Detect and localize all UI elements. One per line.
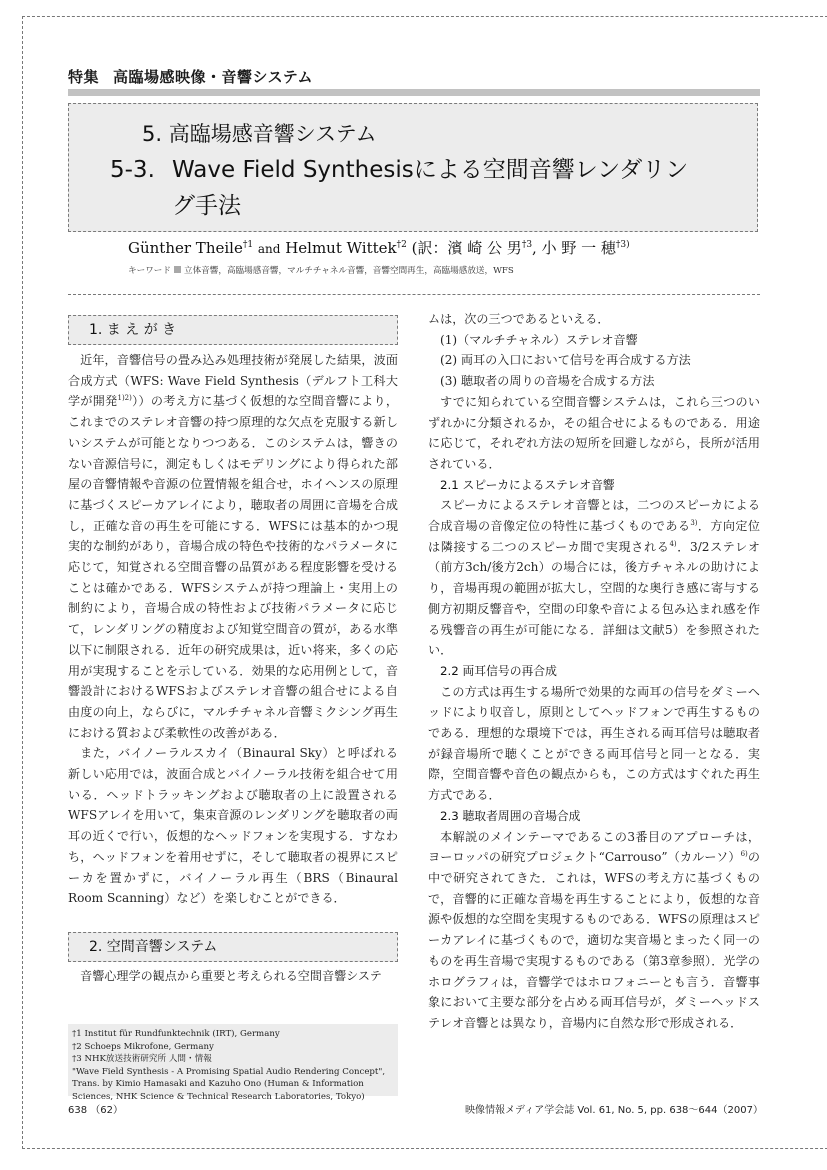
- series-header: [68, 66, 313, 87]
- keyword-square-icon: [174, 266, 181, 273]
- chapter-title: 5. 高臨場感音響システム: [142, 122, 377, 146]
- header-divider: [68, 294, 760, 295]
- translator-1: (訳：濱 崎 公 男: [411, 239, 522, 257]
- subsection-2-3-heading: 2.3 聴取者周囲の音場合成: [440, 808, 581, 823]
- series-title: 高臨場感映像・音響システム: [113, 68, 314, 86]
- left-paragraph-3: 音響心理学の観点から重要と考えられる空間音響システ: [80, 969, 382, 983]
- page-number: 638 （62）: [68, 1105, 123, 1116]
- title-line-1: Wave Field Synthesisによる空間音響レンダリン: [172, 157, 689, 183]
- right-paragraph-2: スピーカによるステレオ音響とは，二つのスピーカによる合成音場の音像定位の特性に基づくものである$^{3)}$．方向定位は隣接する二つのスピーカ間で実現される$^{4)}$．3/2ステレオ（前方3ch/後方2ch）の場合には，後方チャネルの助けにより，音場再現の範囲が拡大し，空間的な奥行き感に寄与する側方初期反響音や，空間の印象や音による包み込まれ感を作る残響音の再生が可能になる．詳細は文献5）を参照されたい．: [428, 498, 761, 658]
- left-paragraph-1: 近年，音響信号の畳み込み処理技術が発展した結果，波面合成方式（WFS: Wave Field Synthesis（デルフト工科大学が開発$^{1)2)}$））の考え方に基づく仮想的な空間音響により，これまでのステレオ音響の持つ原理的な欠点を克服する新しいシステムが可能となりつつある．このシステムは，響きのない音源信号に，測定もしくはモデリングにより得られた部屋の音響情報や音源の位置情報を組合せ，ホイヘンスの原理に基づくスピーカアレイにより，聴取者の周囲に音場を合成し，正確な音の再生を可能にする．WFSには基本的かつ現実的な制約があり，音場合成の特色や技術的なパラメータに応じて，知覚される空間音響の品質がある程度影響を受けることは確かである．WFSシステムが持つ理論上・実用上の制約により，音場合成の特性および技術パラメータに応じて，レンダリングの精度および知覚空間音の質が，ある水準以下に制限される．近年の研究成果は，近い将来，多くの応用が実現することを示している．効果的な応用例として，音響設計におけるWFSおよびステレオ音響の組合せによる自由度の向上，ならびに，マルチチャネル音響ミクシング再生における質および柔軟性の改善がある．: [68, 353, 398, 740]
- ref-3: 3): [690, 519, 698, 527]
- section-1-heading: 1. ま え が き: [68, 315, 398, 345]
- keywords-label: キーワード: [128, 266, 171, 276]
- footnote-4: "Wave Field Synthesis - A Promising Spatial Audio Rendering Concept", Trans. by Kimio Hamasaki and Kazuho Ono (Human & Information Sciences, NHK Science & Technical Research Laboratories, Tokyo): [72, 1066, 386, 1102]
- subsection-2-1-heading: 2.1 スピーカによるステレオ音響: [440, 477, 615, 492]
- ref-4: 4): [669, 539, 677, 548]
- author-1: Günther Theile: [128, 239, 243, 257]
- article-title: [110, 152, 760, 224]
- translator-2-mark: †3): [615, 240, 630, 250]
- author-2: Helmut Wittek: [285, 239, 397, 257]
- right-paragraph-3: この方式は再生する場所で効果的な両耳の信号をダミーヘッドにより収音し，原則としてヘッドフォンで再生するものである．理想的な環境下では，再生される両耳信号は聴取者が録音場所で聴くことができる両耳信号と同一となる．実際，空間音響や音色の観点からも，この方式はすぐれた再生方式である．: [428, 684, 760, 803]
- section-number: 5-3.: [110, 157, 155, 183]
- right-paragraph-0: ムは，次の三つであるといえる．: [428, 312, 610, 326]
- section-2-heading: 2. 空間音響システム: [68, 932, 398, 962]
- left-column-part-2: [68, 966, 398, 987]
- left-column-part-1: [68, 350, 398, 909]
- author-2-mark: †2: [396, 240, 407, 250]
- journal-citation: 映像情報メディア学会誌 Vol. 61, No. 5, pp. 638〜644（2007）: [465, 1105, 763, 1116]
- footnotes: [68, 1024, 398, 1102]
- author-line: [128, 237, 630, 258]
- footnote-1: †1 Institut für Rundfunktechnik (IRT), Germany: [72, 1029, 280, 1039]
- right-paragraph-4: 本解説のメインテーマであるこの3番目のアプローチは，ヨーロッパの研究プロジェクト“Carrouso”（カルーソ）$^{6)}$の中で研究されてきた．これは，WFSの考え方に基づくもので，音響的に正確な音場を再生することにより，仮想的な音源や仮想的な空間を実現するものである．WFSの原理はスピーカアレイに基づくもので，適切な実音場とまったく同一のものを再生音場で実現するものである（第3章参照）．光学のホログラフィは，音響学ではホロフォニーとも言う．音響事象において主要な部分を占める両耳信号が，ダミーヘッドステレオ音響とは異なり，音場内に自然な形で形成される．: [428, 829, 760, 1030]
- ref-6: 6): [740, 850, 748, 859]
- author-and: and: [257, 242, 281, 256]
- keywords: [128, 264, 514, 276]
- right-column: [428, 309, 760, 1034]
- author-1-mark: †1: [242, 240, 254, 250]
- right-paragraph-1: すでに知られている空間音響システムは，これら三つのいずれかに分類されるか，その組合せによるものである．用途に応じて，それぞれ方法の短所を回避しながら，長所が活用されている．: [428, 394, 760, 471]
- translator-1-mark: †3: [521, 240, 533, 250]
- header-rule: [68, 89, 760, 96]
- subsection-2-2-heading: 2.2 両耳信号の再合成: [440, 663, 557, 678]
- left-paragraph-2: また，バイノーラルスカイ（Binaural Sky）と呼ばれる新しい応用では，波面合成とバイノーラル技術を組合せて用いる．ヘッドトラッキングおよび聴取者の上に設置されるWFSアレイを用いて，集束音源のレンダリングを聴取者の両耳の近くで行い，仮想的なヘッドフォンを実現する．すなわち，ヘッドフォンを着用せずに，そして聴取者の視界にスピーカを置かずに，バイノーラル再生（BRS（Binaural Room Scanning）など）を楽しむことができる．: [68, 746, 398, 906]
- series-label: 特集: [68, 68, 100, 86]
- ref-1-2: 1)2): [117, 394, 132, 403]
- title-line-2: グ手法: [172, 193, 241, 219]
- footnote-2: †2 Schoeps Mikrofone, Germany: [72, 1041, 214, 1052]
- keywords-list: 立体音響，高臨場感音響，マルチチャネル音響，音響空間再生，高臨場感放送，WFS: [183, 266, 514, 276]
- list-item-3: (3) 聴取者の周りの音場を合成する方法: [440, 374, 655, 389]
- list-item-1: (1)（マルチチャネル）ステレオ音響: [440, 332, 638, 347]
- list-item-2: (2) 両耳の入口において信号を再合成する方法: [440, 353, 691, 368]
- translator-2: , 小 野 一 穂: [532, 239, 616, 257]
- footnote-3: †3 NHK放送技術研究所 人間・情報: [72, 1054, 212, 1065]
